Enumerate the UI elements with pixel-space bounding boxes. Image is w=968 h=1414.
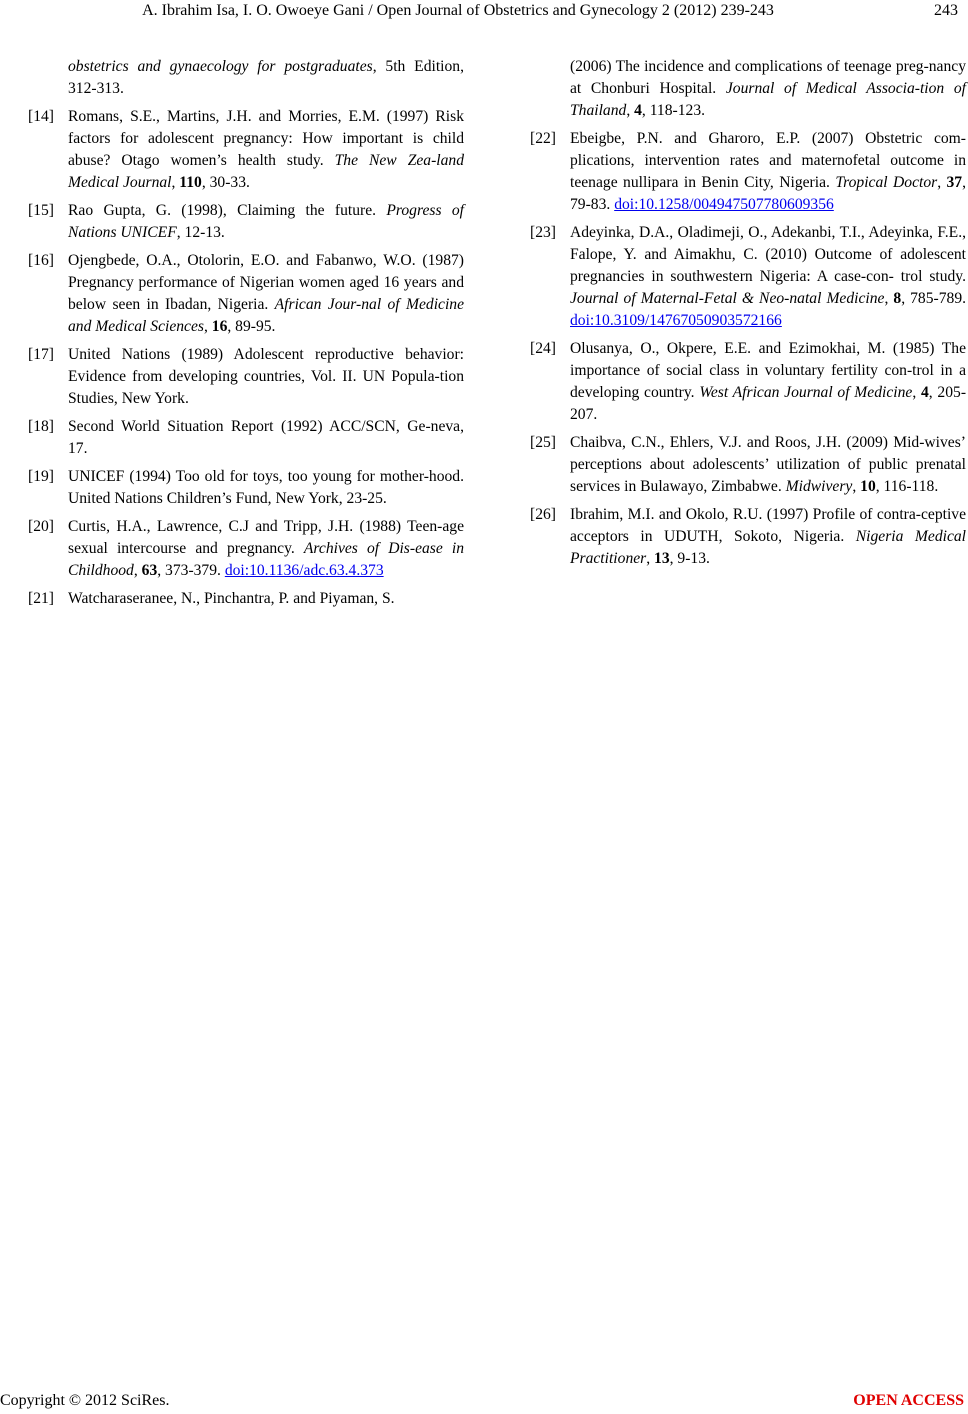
reference-number: [23] — [530, 224, 556, 241]
reference-segment: , 5th Edition, 312-313. — [68, 58, 464, 97]
volume-number: 8 — [893, 290, 902, 307]
reference-item — [530, 504, 966, 570]
reference-segment: Olusanya, O., Okpere, E.E. and Ezimokhai, M. (1985) The importance of social class in voluntary fertility con-trol in a developing country. — [570, 340, 966, 401]
reference-text — [68, 344, 464, 410]
reference-item — [530, 432, 966, 498]
reference-text — [68, 466, 464, 510]
reference-segment: , — [626, 102, 635, 119]
reference-segment: , — [133, 562, 142, 579]
reference-number: [20] — [28, 518, 54, 535]
reference-segment: , 116-118. — [875, 478, 939, 495]
reference-segment: Rao Gupta, G. (1998), Claiming the future. — [68, 202, 387, 219]
reference-text — [570, 432, 966, 498]
journal-title: obstetrics and gynaecology for postgraduates — [68, 58, 373, 75]
reference-segment: , — [203, 318, 212, 335]
reference-segment: Ebeigbe, P.N. and Gharoro, E.P. (2007) Obstetric com-plications, intervention rates and maternofetal outcome in teenage nullipara in Benin City, Nigeria. — [570, 130, 966, 191]
journal-title: Archives of Dis-ease in Childhood — [68, 540, 465, 579]
journal-title: West African Journal of Medicine — [699, 384, 913, 401]
reference-text — [68, 106, 464, 194]
reference-segment: , — [884, 290, 894, 307]
page-number: 243 — [934, 2, 958, 19]
reference-number: [22] — [530, 130, 556, 147]
reference-text — [68, 516, 464, 582]
reference-number: [25] — [530, 434, 556, 451]
reference-item — [28, 344, 464, 410]
reference-text — [28, 56, 464, 100]
reference-segment: , 373-379. — [157, 562, 225, 579]
reference-number: [15] — [28, 202, 54, 219]
reference-segment: Curtis, H.A., Lawrence, C.J and Tripp, J.H. (1988) Teen-age sexual intercourse and pregnancy. — [68, 518, 464, 557]
references-right-column — [530, 56, 966, 576]
reference-segment: , — [646, 550, 655, 567]
reference-segment: Second World Situation Report (1992) ACC/SCN, Ge-neva, 17. — [68, 418, 464, 457]
reference-number: [16] — [28, 252, 54, 269]
reference-number: [26] — [530, 506, 556, 523]
reference-number: [24] — [530, 340, 556, 357]
journal-title: Progress of Nations UNICEF — [68, 202, 465, 241]
reference-segment: , 9-13. — [669, 550, 710, 567]
journal-title: Journal of Medical Associa-tion of Thailand — [570, 80, 966, 119]
open-access-label: OPEN ACCESS — [853, 1392, 964, 1409]
reference-segment: , 12-13. — [176, 224, 225, 241]
reference-number: [14] — [28, 108, 54, 125]
reference-segment: , 79-83. — [570, 174, 966, 213]
volume-number: 4 — [920, 384, 929, 401]
reference-number: [18] — [28, 418, 54, 435]
reference-text — [530, 56, 966, 122]
reference-segment: , — [852, 478, 861, 495]
reference-segment: Chaibva, C.N., Ehlers, V.J. and Roos, J.H. (2009) Mid-wives’ perceptions about adolescents’ utilization of public prenatal services in Bulawayo, Zimbabwe. — [570, 434, 966, 495]
volume-number: 10 — [860, 478, 876, 495]
journal-title: African Jour-nal of Medicine and Medical Sciences — [68, 296, 464, 335]
reference-segment: (2006) The incidence and complications of teenage preg-nancy at Chonburi Hospital. — [570, 58, 966, 97]
header-title: A. Ibrahim Isa, I. O. Owoeye Gani / Open Journal of Obstetrics and Gynecology 2 (2012) 239-243 — [142, 2, 774, 19]
reference-segment: Ibrahim, M.I. and Okolo, R.U. (1997) Profile of contra-ceptive acceptors in UDUTH, Sokoto, Nigeria. — [570, 506, 966, 545]
volume-number: 4 — [634, 102, 642, 119]
reference-segment: United Nations (1989) Adolescent reproductive behavior: Evidence from developing countries, Vol. II. UN Popula-tion Studies, New York. — [68, 346, 464, 407]
references-left-column — [28, 56, 464, 616]
reference-segment: , — [937, 174, 947, 191]
reference-item — [530, 128, 966, 216]
journal-title: Journal of Maternal-Fetal & Neo-natal Medicine — [570, 290, 885, 307]
reference-segment: UNICEF (1994) Too old for toys, too young for mother-hood. United Nations Children’s Fund, New York, 23-25. — [68, 468, 464, 507]
reference-segment: , — [912, 384, 921, 401]
volume-number: 63 — [141, 562, 158, 579]
reference-item — [28, 516, 464, 582]
doi-link[interactable]: doi:10.1136/adc.63.4.373 — [224, 562, 384, 579]
copyright: Copyright © 2012 SciRes. — [0, 1392, 170, 1409]
reference-text — [68, 200, 464, 244]
reference-segment: Adeyinka, D.A., Oladimeji, O., Adekanbi, T.I., Adeyinka, F.E., Falope, Y. and Aimakhu, C. (2010) Outcome of adolescent pregnancies in southwestern Nigeria: A case-con- trol study. — [570, 224, 966, 285]
reference-number: [17] — [28, 346, 54, 363]
journal-title: Tropical Doctor — [835, 174, 938, 191]
journal-title: Midwivery — [785, 478, 853, 495]
reference-segment: , 118-123. — [641, 102, 706, 119]
reference-text — [68, 416, 464, 460]
reference-segment: , 205-207. — [570, 384, 967, 423]
reference-segment: Ojengbede, O.A., Otolorin, E.O. and Fabanwo, W.O. (1987) Pregnancy performance of Nigerian women aged 16 years and below seen in Ibadan, Nigeria. — [68, 252, 464, 313]
reference-text — [570, 504, 966, 570]
reference-segment: Romans, S.E., Martins, J.H. and Morries, E.M. (1997) Risk factors for adolescent pregnancy: How important is child abuse? Otago women’s health study. — [68, 108, 464, 169]
reference-segment: , 30-33. — [201, 174, 250, 191]
reference-number: [21] — [28, 590, 54, 607]
volume-number: 37 — [946, 174, 963, 191]
volume-number: 16 — [211, 318, 228, 335]
reference-item — [28, 200, 464, 244]
reference-segment: Watcharaseranee, N., Pinchantra, P. and Piyaman, S. — [68, 590, 395, 607]
doi-link[interactable]: doi:10.1258/004947507780609356 — [614, 196, 834, 213]
reference-item — [28, 588, 464, 610]
reference-item — [530, 338, 966, 426]
volume-number: 13 — [654, 550, 670, 567]
reference-item — [28, 106, 464, 194]
reference-item — [28, 416, 464, 460]
volume-number: 110 — [179, 174, 202, 191]
reference-text — [68, 588, 464, 610]
journal-title: The New Zea-land Medical Journal — [68, 152, 464, 191]
reference-text — [68, 250, 464, 338]
reference-segment: , 785-789. — [901, 290, 967, 307]
reference-number: [19] — [28, 468, 54, 485]
reference-text — [570, 338, 966, 426]
reference-text — [570, 222, 966, 332]
reference-item — [28, 250, 464, 338]
reference-item — [530, 56, 966, 122]
reference-item — [28, 466, 464, 510]
reference-segment: , 89-95. — [227, 318, 276, 335]
reference-item — [530, 222, 966, 332]
doi-link[interactable]: doi:10.3109/14767050903572166 — [570, 312, 782, 329]
journal-title: Nigeria Medical Practitioner — [570, 528, 966, 567]
reference-text — [570, 128, 966, 216]
reference-item — [28, 56, 464, 100]
reference-segment: , — [171, 174, 180, 191]
